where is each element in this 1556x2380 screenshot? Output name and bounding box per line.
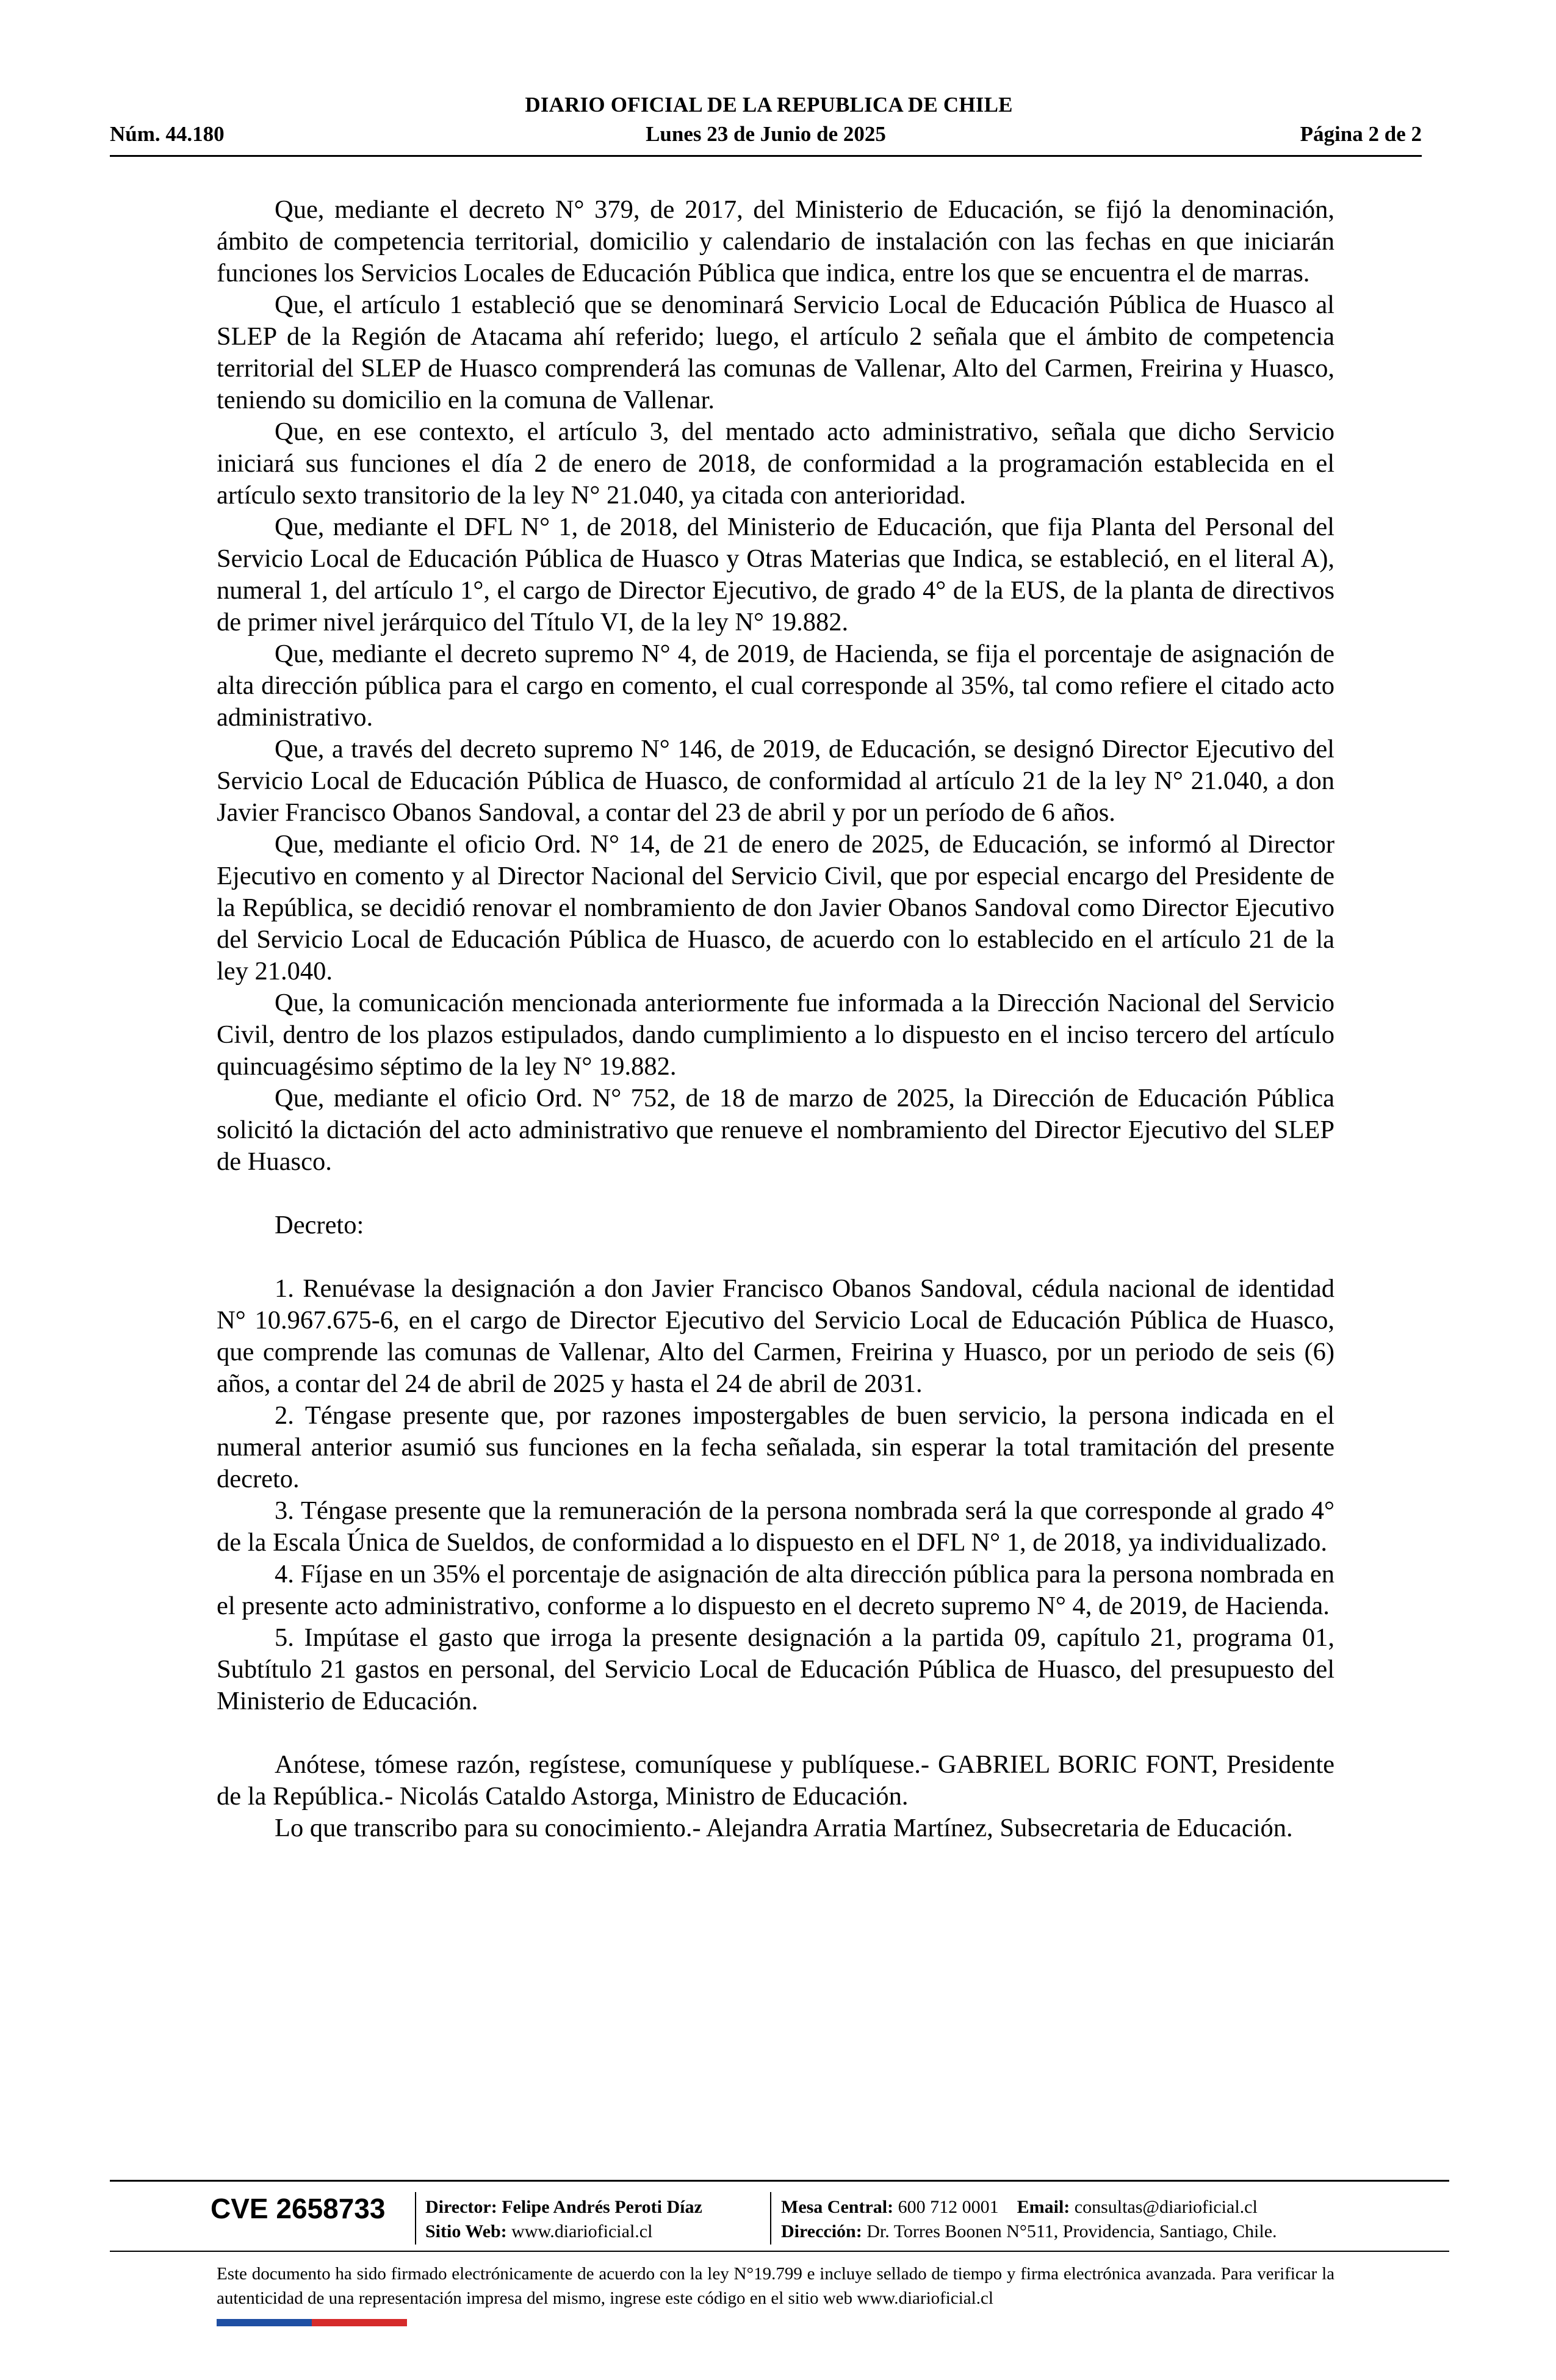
web-label: Sitio Web: <box>425 2221 507 2241</box>
footer-separator <box>770 2192 771 2245</box>
footer-divider <box>110 2180 1449 2182</box>
closing-paragraph: Anótese, tómese razón, regístese, comuníquese y publíquese.- GABRIEL BORIC FONT, Presidente de la República.- Nicolás Cataldo Astorga, Ministro de Educación. <box>217 1750 1334 1811</box>
footer-contact-block <box>781 2195 1277 2244</box>
paragraph: Que, a través del decreto supremo N° 146, de 2019, de Educación, se designó Director Ejecutivo del Servicio Local de Educación Pública de Huasco, de conformidad al artículo 21 de la ley N° 21.040, a don Javier Francisco Obanos Sandoval, a contar del 23 de abril y por un período de 6 años. <box>217 735 1334 827</box>
web-link[interactable]: www.diarioficial.cl <box>511 2221 653 2241</box>
header-divider <box>110 155 1422 157</box>
direccion-label: Dirección: <box>781 2221 862 2241</box>
mesa-label: Mesa Central: <box>781 2197 894 2217</box>
document-body <box>217 194 1334 1844</box>
page-indicator: Página 2 de 2 <box>1300 122 1422 146</box>
mesa-phone: 600 712 0001 <box>898 2197 999 2217</box>
decree-article: 2. Téngase presente que, por razones impostergables de buen servicio, la persona indicada en el numeral anterior asumió sus funciones en la fecha señalada, sin esperar la total tramitación del presente decreto. <box>217 1401 1334 1493</box>
closing-paragraph: Lo que transcribo para su conocimiento.- Alejandra Arratia Martínez, Subsecretaria de Educación. <box>275 1814 1293 1842</box>
director-name: Felipe Andrés Peroti Díaz <box>502 2197 702 2217</box>
decree-article: 3. Téngase presente que la remuneración de la persona nombrada será la que corresponde al grado 4° de la Escala Única de Sueldos, de conformidad a lo dispuesto en el DFL N° 1, de 2018, ya individualizado. <box>217 1496 1334 1557</box>
flag-blue-band <box>217 2319 312 2326</box>
decree-article: 1. Renuévase la designación a don Javier Francisco Obanos Sandoval, cédula nacional de identidad N° 10.967.675-6, en el cargo de Director Ejecutivo del Servicio Local de Educación Pública de Huasco, que comprende las comunas de Vallenar, Alto del Carmen, Freirina y Huasco, por un periodo de seis (6) años, a contar del 24 de abril de 2025 y hasta el 24 de abril de 2031. <box>217 1274 1334 1398</box>
publication-title: DIARIO OFICIAL DE LA REPUBLICA DE CHILE <box>525 93 1013 117</box>
footer-divider <box>110 2251 1449 2252</box>
paragraph: Que, mediante el oficio Ord. N° 752, de 18 de marzo de 2025, la Dirección de Educación Pública solicitó la dictación del acto administrativo que renueve el nombramiento del Director Ejecutivo del SLEP de Huasco. <box>217 1084 1334 1176</box>
email-link[interactable]: consultas@diarioficial.cl <box>1074 2197 1258 2217</box>
legal-notice: Este documento ha sido firmado electrónicamente de acuerdo con la ley N°19.799 e incluye sellado de tiempo y firma electrónica avanzada. Para verificar la autenticidad de una representación impresa del mismo, ingrese este código en el sitio web www.diarioficial.cl <box>217 2264 1334 2308</box>
cve-code: CVE 2658733 <box>211 2193 386 2224</box>
decree-article: 4. Fíjase en un 35% el porcentaje de asignación de alta dirección pública para la persona nombrada en el presente acto administrativo, conforme a lo dispuesto en el decreto supremo N° 4, de 2019, de Hacienda. <box>217 1560 1334 1620</box>
decreto-heading: Decreto: <box>275 1211 364 1239</box>
footer-separator <box>415 2192 416 2245</box>
paragraph: Que, mediante el DFL N° 1, de 2018, del Ministerio de Educación, que fija Planta del Personal del Servicio Local de Educación Pública de Huasco y Otras Materias que Indica, se estableció, en el literal A), numeral 1, del artículo 1°, el cargo de Director Ejecutivo, de grado 4° de la EUS, de la planta de directivos de primer nivel jerárquico del Título VI, de la ley N° 19.882. <box>217 513 1334 636</box>
paragraph: Que, en ese contexto, el artículo 3, del mentado acto administrativo, señala que dicho Servicio iniciará sus funciones el día 2 de enero de 2018, de conformidad a la programación establecida en el artículo sexto transitorio de la ley N° 21.040, ya citada con anterioridad. <box>217 417 1334 510</box>
paragraph: Que, mediante el oficio Ord. N° 14, de 21 de enero de 2025, de Educación, se informó al Director Ejecutivo en comento y al Director Nacional del Servicio Civil, que por especial encargo del Presidente de la República, se decidió renovar el nombramiento de don Javier Obanos Sandoval como Director Ejecutivo del Servicio Local de Educación Pública de Huasco, de acuerdo con lo establecido en el artículo 21 de la ley 21.040. <box>217 830 1334 986</box>
issue-date: Lunes 23 de Junio de 2025 <box>646 122 886 146</box>
paragraph: Que, mediante el decreto supremo N° 4, de 2019, de Hacienda, se fija el porcentaje de asignación de alta dirección pública para el cargo en comento, el cual corresponde al 35%, tal como refiere el citado acto administrativo. <box>217 640 1334 732</box>
paragraph: Que, la comunicación mencionada anteriormente fue informada a la Dirección Nacional del Servicio Civil, dentro de los plazos estipulados, dando cumplimiento a lo dispuesto en el inciso tercero del artículo quincuagésimo séptimo de la ley N° 19.882. <box>217 989 1334 1081</box>
direccion-value: Dr. Torres Boonen N°511, Providencia, Santiago, Chile. <box>866 2221 1277 2241</box>
director-label: Director: <box>425 2197 497 2217</box>
flag-red-band <box>312 2319 407 2326</box>
email-label: Email: <box>1017 2197 1070 2217</box>
paragraph: Que, mediante el decreto N° 379, de 2017, del Ministerio de Educación, se fijó la denominación, ámbito de competencia territorial, domicilio y calendario de instalación con las fechas en que iniciarán funciones los Servicios Locales de Educación Pública que indica, entre los que se encuentra el de marras. <box>217 195 1334 287</box>
footer-director-block <box>425 2195 702 2244</box>
paragraph: Que, el artículo 1 estableció que se denominará Servicio Local de Educación Pública de Huasco al SLEP de la Región de Atacama ahí referido; luego, el artículo 2 señala que el ámbito de competencia territorial del SLEP de Huasco comprenderá las comunas de Vallenar, Alto del Carmen, Freirina y Huasco, teniendo su domicilio en la comuna de Vallenar. <box>217 290 1334 414</box>
flag-stripe <box>217 2319 407 2326</box>
decree-article: 5. Impútase el gasto que irroga la presente designación a la partida 09, capítulo 21, programa 01, Subtítulo 21 gastos en personal, del Servicio Local de Educación Pública de Huasco, del presupuesto del Ministerio de Educación. <box>217 1623 1334 1715</box>
issue-number: Núm. 44.180 <box>110 122 225 146</box>
